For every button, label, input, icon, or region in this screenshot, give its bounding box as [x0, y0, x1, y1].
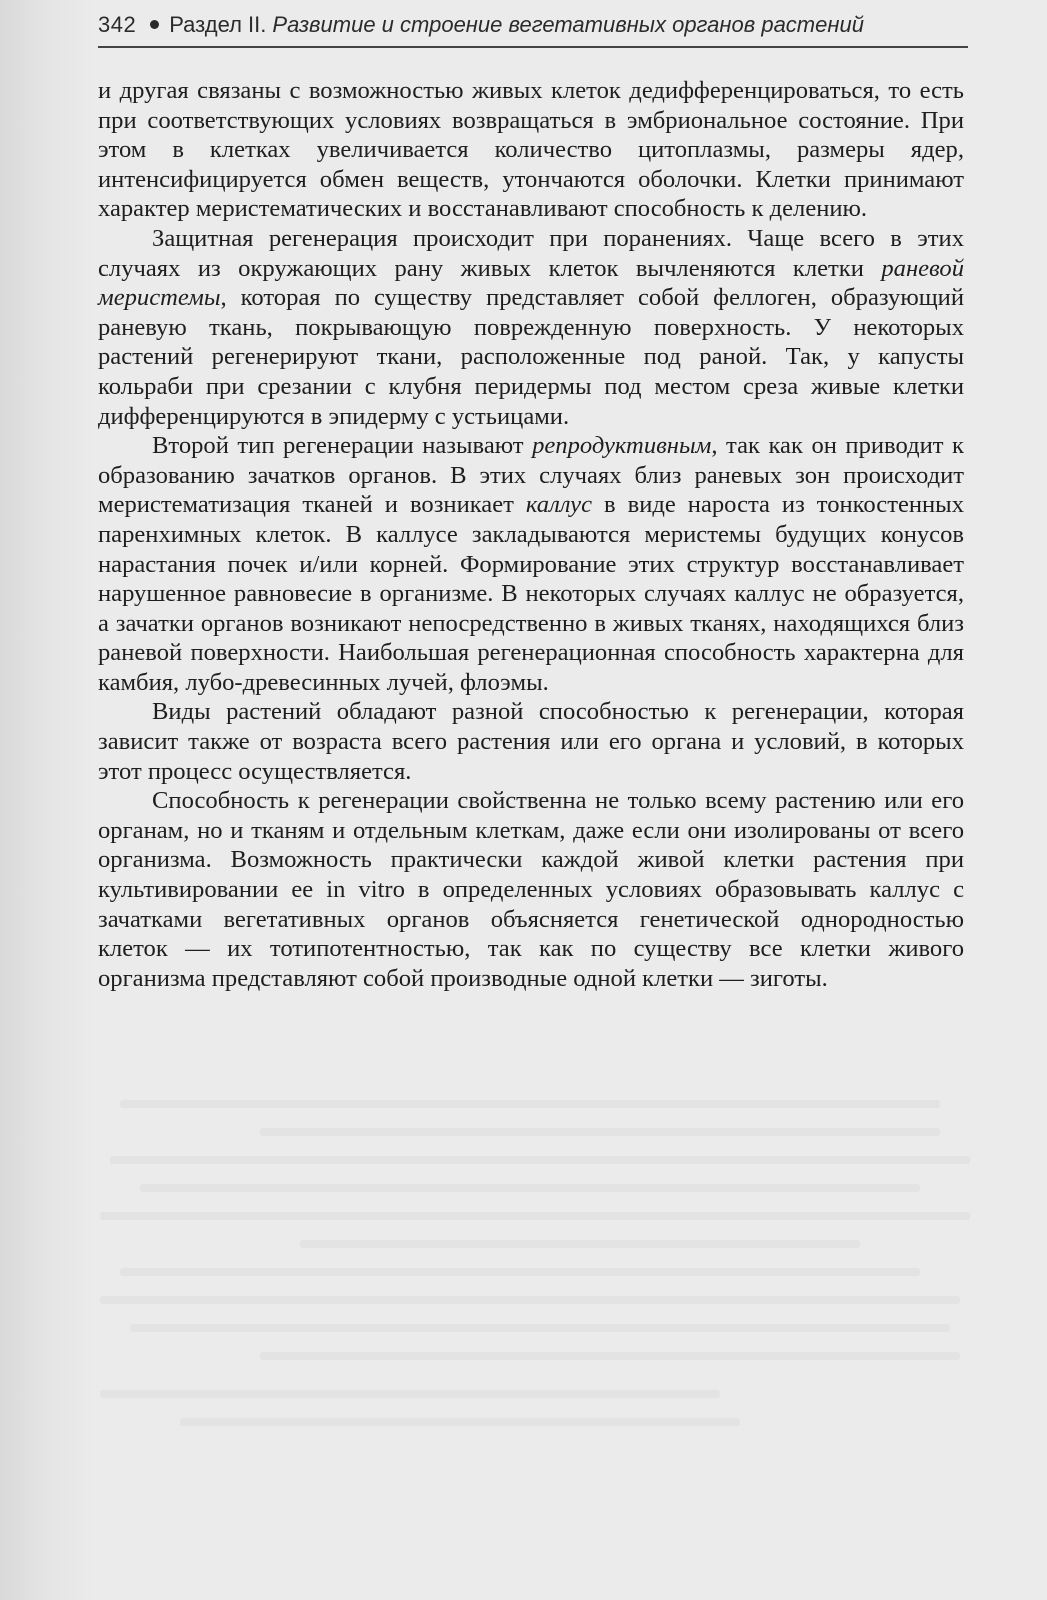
bullet-icon — [150, 20, 159, 29]
italic-term: репродуктивным — [532, 432, 712, 460]
paragraph — [98, 76, 964, 224]
text-run: Способность к регенерации свойственна не только всему растению или его органам, но и тканям и отдельным клеткам, даже если они изолированы от всего организма. Возможность практически каждой живой клетки растения при культивировании ее in vitro в определенных условиях образовывать каллус с зачатками вегетативных органов объясняется генетической однородностью клеток — их тотипотентностью, так как по существу все клетки живого организма представляют собой производные одной клетки — зиготы. — [98, 787, 964, 992]
bleed-line — [300, 1240, 860, 1248]
body-text — [98, 76, 964, 993]
paragraph — [98, 431, 964, 697]
text-run: Защитная регенерация происходит при поранениях. Чаще всего в этих случаях из окружающих рану живых клеток вычленяются клетки — [98, 224, 964, 282]
bleed-line — [110, 1156, 970, 1164]
paragraph — [98, 224, 964, 431]
running-header — [98, 12, 968, 48]
bleed-line — [260, 1352, 960, 1360]
section-label: Раздел II. — [169, 12, 267, 37]
bleed-line — [120, 1100, 940, 1108]
text-run: , так как он приводит к образованию зачатков органов. В этих случаях близ раневых зон происходит меристематизация тканей и возникает — [98, 432, 964, 519]
text-run: в виде нароста из тонкостенных паренхимных клеток. В каллусе закладываются меристемы будущих конусов нарастания почек и/или корней. Формирование этих структур восстанавливает нарушенное равновесие в организме. В некоторых случаях каллус не образуется, а зачатки органов возникают непосредственно в живых тканях, находящихся близ раневой поверхности. Наибольшая регенерационная способность характерна для камбия, лубо-древесинных лучей, флоэмы. — [98, 491, 965, 696]
bleed-line — [100, 1390, 720, 1398]
bleed-line — [260, 1128, 940, 1136]
bleed-line — [140, 1184, 920, 1192]
italic-term: раневой меристемы — [98, 254, 964, 312]
bleed-line — [100, 1212, 970, 1220]
paragraph — [98, 697, 964, 786]
bleed-line — [100, 1296, 960, 1304]
text-run: , которая по существу представляет собой феллоген, образующий раневую ткань, покрывающую поврежденную поверхность. У некоторых растений регенерируют ткани, расположенные под раной. Так, у капусты кольраби при срезании с клубня перидермы под местом среза живые клетки дифференцируются в эпидерму с устьицами. — [98, 284, 964, 430]
text-run: Виды растений обладают разной способностью к регенерации, которая зависит также от возраста всего растения или его органа и условий, в которых этот процесс осуществляется. — [98, 698, 964, 785]
bleed-line — [180, 1418, 740, 1426]
text-run: Второй тип регенерации называют — [152, 432, 533, 460]
text-run: и другая связаны с возможностью живых клеток дедифференцироваться, то есть при соответствующих условиях возвращаться в эмбриональное состояние. При этом в клетках увеличивается количество цитоплазмы, размеры ядер, интенсифицируется обмен веществ, утончаются оболочки. Клетки принимают характер меристематических и восстанавливают способность к делению. — [98, 77, 964, 223]
paragraph — [98, 786, 964, 993]
bleed-line — [130, 1324, 950, 1332]
page-gutter-shadow — [0, 0, 95, 1600]
italic-term: каллус — [525, 491, 593, 519]
bleed-line — [120, 1268, 920, 1276]
page-number: 342 — [98, 12, 137, 37]
section-title: Развитие и строение вегетативных органов растений — [272, 12, 864, 37]
